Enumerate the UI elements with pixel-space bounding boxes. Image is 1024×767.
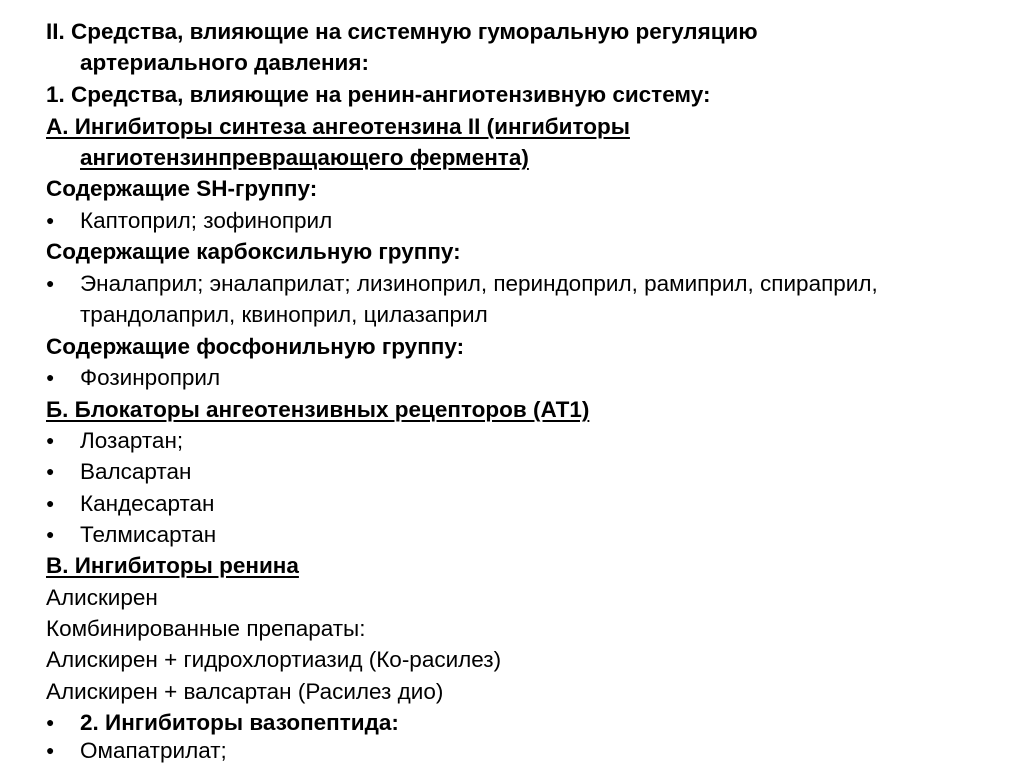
section-2-title: 2. Ингибиторы вазопептида: [80, 710, 399, 735]
bullet-icon: ● [46, 742, 55, 758]
group-phosphonyl-label: Содержащие фосфонильную группу: [46, 334, 465, 359]
group-sh-label: Содержащие SH-группу: [46, 176, 318, 201]
bullet-icon: ● [46, 463, 55, 479]
section-c-combo-2: Алискирен + валсартан (Расилез дио) [46, 679, 444, 704]
bullet-icon: ● [46, 212, 55, 228]
group-carboxyl-label: Содержащие карбоксильную группу: [46, 239, 461, 264]
bullet-icon: ● [46, 714, 55, 730]
section-c-combo-label: Комбинированные препараты: [46, 616, 366, 641]
list-item: Лозартан; [80, 428, 184, 453]
heading-line-2: артериального давления: [80, 50, 369, 75]
bullet-icon: ● [46, 432, 55, 448]
section-a-title-line-2: ангиотензинпревращающего фермента) [80, 145, 529, 170]
section-c-drug: Алискирен [46, 585, 158, 610]
section-b-title: Б. Блокаторы ангеотензивных рецепторов (АТ1) [46, 397, 590, 422]
group-sh-item: Каптоприл; зофиноприл [80, 208, 333, 233]
heading-line-1: II. Средства, влияющие на системную гуморальную регуляцию [46, 19, 758, 44]
group-phosphonyl-item: Фозинроприл [80, 365, 221, 390]
section-a-title-line-1: А. Ингибиторы синтеза ангеотензина II (ингибиторы [46, 114, 630, 139]
section-1-title: 1. Средства, влияющие на ренин-ангиотензивную систему: [46, 82, 711, 107]
section-c-combo-1: Алискирен + гидрохлортиазид (Ко-расилез) [46, 647, 502, 672]
bullet-icon: ● [46, 495, 55, 511]
list-item: Телмисартан [80, 522, 217, 547]
bullet-icon: ● [46, 526, 55, 542]
group-carboxyl-item-line-2: трандолаприл, квиноприл, цилазаприл [80, 302, 488, 327]
bullet-icon: ● [46, 275, 55, 291]
list-item: Валсартан [80, 459, 192, 484]
list-item: Омапатрилат; [80, 738, 227, 763]
list-item: Кандесартан [80, 491, 215, 516]
section-c-title: В. Ингибиторы ренина [46, 553, 299, 578]
group-carboxyl-item-line-1: Эналаприл; эналаприлат; лизиноприл, периндоприл, рамиприл, спираприл, [80, 271, 878, 296]
bullet-icon: ● [46, 369, 55, 385]
